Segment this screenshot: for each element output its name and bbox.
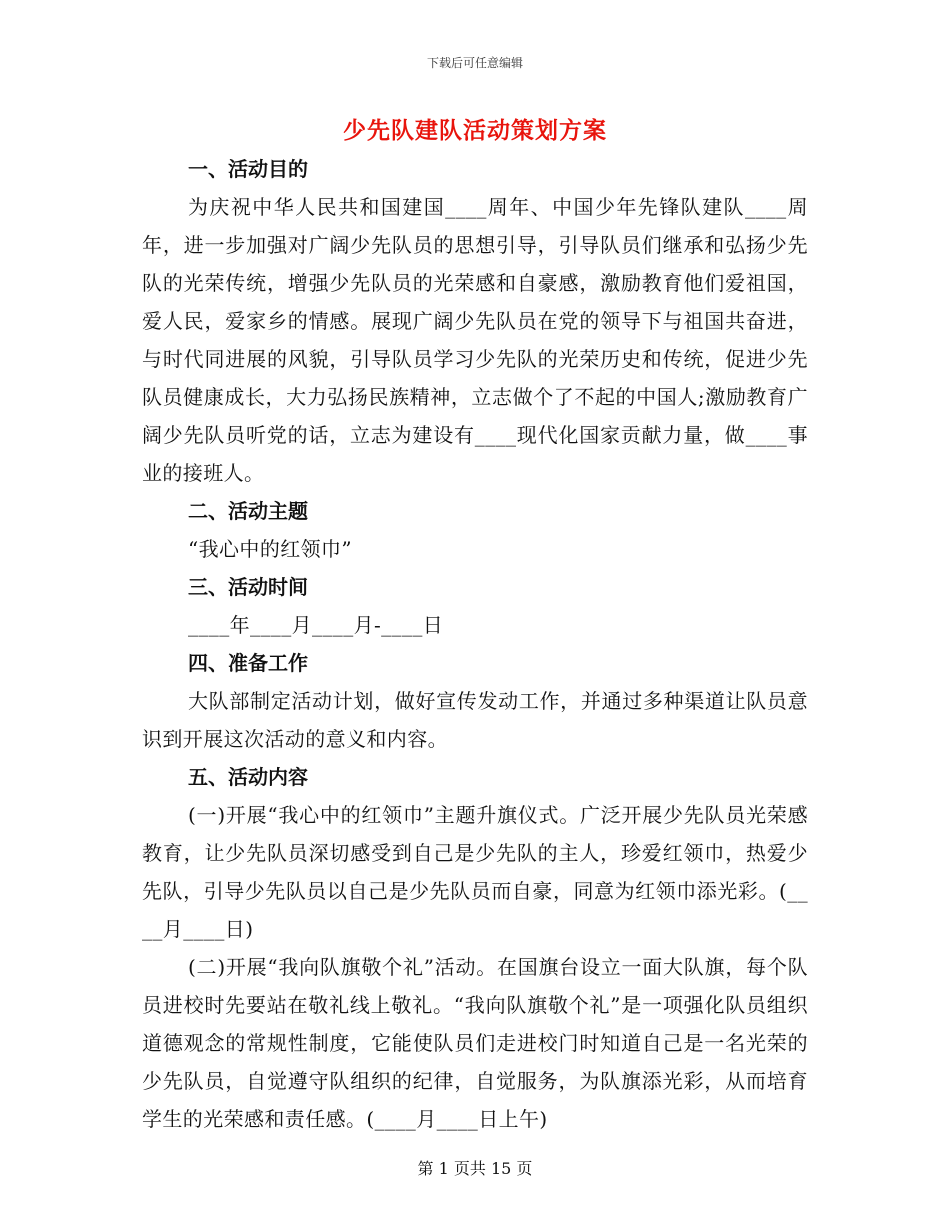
section-paragraph: “我心中的红领巾” (188, 537, 353, 561)
section-paragraph: ____年____月____月-____日 (188, 613, 444, 637)
section-paragraph: 为庆祝中华人民共和国建国____周年、中国少年先锋队建队____周年，进一步加强对广阔少先队员的思想引导，引导队员们继承和弘扬少先队的光荣传统，增强少先队员的光荣感和自豪感，激励教育他们爱祖国，爱人民，爱家乡的情感。展现广阔少先队员在党的领导下与祖国共奋进，与时代同进展的风貌，引导队员学习少先队的光荣历史和传统，促进少先队员健康成长，大力弘扬民族精神，立志做个了不起的中国人;激励教育广阔少先队员听党的话，立志为建设有____现代化国家贡献力量，做____事业的接班人。 (142, 195, 808, 485)
section-heading: 四、准备工作 (188, 651, 308, 675)
section-preparation (142, 644, 808, 758)
section-theme (142, 492, 808, 568)
section-heading: 一、活动目的 (188, 157, 308, 181)
document-title: 少先队建队活动策划方案 (343, 118, 607, 144)
section-time (142, 568, 808, 644)
section-paragraph: (一)开展“我心中的红领巾”主题升旗仪式。广泛开展少先队员光荣感教育，让少先队员深切感受到自己是少先队的主人，珍爱红领巾，热爱少先队，引导少先队员以自己是少先队员而自豪，同意为红领巾添光彩。(____月____日) (142, 803, 808, 941)
section-heading: 二、活动主题 (188, 499, 308, 523)
section-paragraph: 大队部制定活动计划，做好宣传发动工作，并通过多种渠道让队员意识到开展这次活动的意义和内容。 (142, 689, 808, 751)
section-heading: 三、活动时间 (188, 575, 308, 599)
section-paragraph: (二)开展“我向队旗敬个礼”活动。在国旗台设立一面大队旗，每个队员进校时先要站在敬礼线上敬礼。“我向队旗敬个礼”是一项强化队员组织道德观念的常规性制度，它能使队员们走进校门时知道自己是一名光荣的少先队员，自觉遵守队组织的纪律，自觉服务，为队旗添光彩，从而培育学生的光荣感和责任感。(____月____日上午) (142, 955, 808, 1131)
download-note: 下载后可任意编辑 (426, 56, 523, 70)
section-purpose (142, 150, 808, 492)
section-heading: 五、活动内容 (188, 765, 308, 789)
section-content (142, 758, 808, 1138)
page-number: 第 1 页共 15 页 (417, 1159, 533, 1178)
document-body (142, 150, 808, 1138)
